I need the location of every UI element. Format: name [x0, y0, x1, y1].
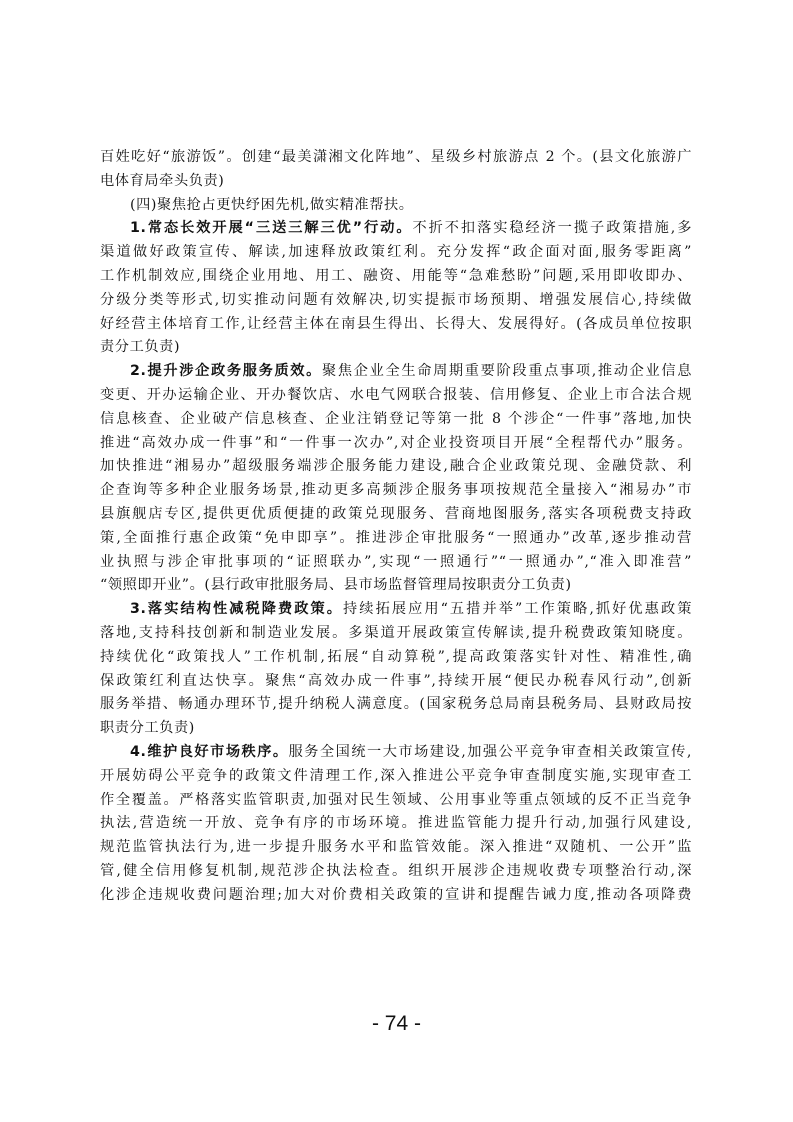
text-line [100, 384, 692, 408]
document-body [100, 146, 692, 908]
body-text: 服务举措、畅通办理环节,提升纳税人满意度。(国家税务总局南县税务局、县财政局按 [100, 696, 692, 713]
text-line [100, 194, 692, 218]
body-text: (四)聚焦抢占更快纾困先机,做实精准帮扶。 [130, 196, 414, 213]
body-text: 工作机制效应,围绕企业用地、用工、融资、用能等“急难愁盼”问题,采用即收即办、 [100, 267, 692, 284]
text-line [100, 527, 692, 551]
body-text: 变更、开办运输企业、开办餐饮店、水电气网联合报装、信用修复、企业上市合法合规 [100, 386, 692, 403]
heading-text: 1.常态长效开展“三送三解三优”行动。 [130, 220, 413, 237]
text-line [100, 693, 692, 717]
text-line [100, 265, 692, 289]
body-text: 保政策红利直达快享。聚焦“高效办成一件事”,持续开展“便民办税春风行动”,创新 [100, 672, 692, 689]
text-line [100, 336, 692, 360]
body-text: 执法,营造统一开放、竞争有序的市场环境。推进监管能力提升行动,加强行风建设, [100, 815, 692, 832]
body-text: 持续优化“政策找人”工作机制,拓展“自动算税”,提高政策落实针对性、精准性,确 [100, 648, 692, 665]
heading-text: 4.维护良好市场秩序。 [130, 743, 289, 760]
text-line [100, 741, 692, 765]
body-text: 企查询等多种企业服务场景,推动更多高频涉企服务事项按规范全量接入“湘易办”市 [100, 482, 692, 499]
text-line [100, 884, 692, 908]
body-text: 渠道做好政策宣传、解读,加速释放政策红利。充分发挥“政企面对面,服务零距离” [100, 244, 692, 261]
text-line [100, 479, 692, 503]
text-line [100, 432, 692, 456]
text-line [100, 551, 692, 575]
body-text: 百姓吃好“旅游饭”。创建“最美潇湘文化阵地”、星级乡村旅游点 2 个。(县文化旅游广 [100, 149, 692, 165]
text-line [100, 241, 692, 265]
heading-text: 3.落实结构性减税降费政策。 [130, 601, 344, 618]
text-line [100, 574, 692, 598]
text-line [100, 289, 692, 313]
text-line [100, 670, 692, 694]
body-text: 开展妨碍公平竞争的政策文件清理工作,深入推进公平竞争审查制度实施,实现审查工 [100, 767, 692, 784]
body-text: 加快推进“湘易办”超级服务端涉企服务能力建设,融合企业政策兑现、金融贷款、利 [100, 458, 692, 475]
text-line [100, 217, 692, 241]
body-text: 电体育局牵头负责) [100, 172, 225, 189]
body-text: 持续拓展应用“五措并举”工作策略,抓好优惠政策 [343, 601, 692, 618]
body-text: 落地,支持科技创新和制造业发展。多渠道开展政策宣传解读,提升税费政策知晓度。 [100, 624, 692, 641]
body-text: 推进“高效办成一件事”和“一件事一次办”,对企业投资项目开展“全程帮代办”服务。 [100, 434, 692, 451]
page-number: - 74 - [371, 1012, 421, 1035]
body-text: 分级分类等形式,切实推动问题有效解决,切实提振市场预期、增强发展信心,持续做 [100, 291, 692, 308]
text-line [100, 860, 692, 884]
text-line [100, 170, 692, 194]
text-line [100, 146, 692, 170]
text-line [100, 765, 692, 789]
text-line [100, 836, 692, 860]
text-line [100, 360, 692, 384]
body-text: 责分工负责) [100, 339, 181, 356]
text-line [100, 503, 692, 527]
heading-text: 2.提升涉企政务服务质效。 [130, 363, 323, 380]
body-text: 管,健全信用修复机制,规范涉企执法检查。组织开展涉企违规收费专项整治行动,深 [100, 862, 692, 879]
text-line [100, 408, 692, 432]
body-text: 服务全国统一大市场建设,加强公平竞争审查相关政策宣传, [288, 743, 692, 760]
text-line [100, 812, 692, 836]
body-text: 聚焦企业全生命周期重要阶段重点事项,推动企业信息 [322, 363, 692, 380]
text-line [100, 717, 692, 741]
text-line [100, 646, 692, 670]
body-text: 规范监管执法行为,进一步提升服务水平和监管效能。深入推进“双随机、一公开”监 [100, 839, 692, 856]
body-text: 职责分工负责) [100, 720, 195, 737]
body-text: 县旗舰店专区,提供更优质便捷的政策兑现服务、营商地图服务,落实各项税费支持政 [100, 505, 692, 522]
body-text: 好经营主体培育工作,让经营主体在南县生得出、长得大、发展得好。(各成员单位按职 [100, 315, 692, 332]
text-line [100, 313, 692, 337]
body-text: 策,全面推行惠企政策“免申即享”。推进涉企审批服务“一照通办”改革,逐步推动营 [100, 529, 692, 546]
text-line [100, 622, 692, 646]
body-text: 作全覆盖。严格落实监管职责,加强对民生领域、公用事业等重点领域的反不正当竞争 [100, 791, 692, 808]
body-text: 不折不扣落实稳经济一揽子政策措施,多 [412, 220, 693, 237]
text-line [100, 789, 692, 813]
body-text: “领照即开业”。(县行政审批服务局、县市场监督管理局按职责分工负责) [100, 577, 572, 594]
body-text: 化涉企违规收费问题治理;加大对价费相关政策的宣讲和提醒告诫力度,推动各项降费 [100, 886, 692, 903]
body-text: 业执照与涉企审批事项的“证照联办”,实现“一照通行”“一照通办”,“准入即准营” [100, 553, 692, 570]
text-line [100, 598, 692, 622]
text-line [100, 455, 692, 479]
body-text: 信息核查、企业破产信息核查、企业注销登记等第一批 8 个涉企“一件事”落地,加快 [100, 410, 692, 427]
